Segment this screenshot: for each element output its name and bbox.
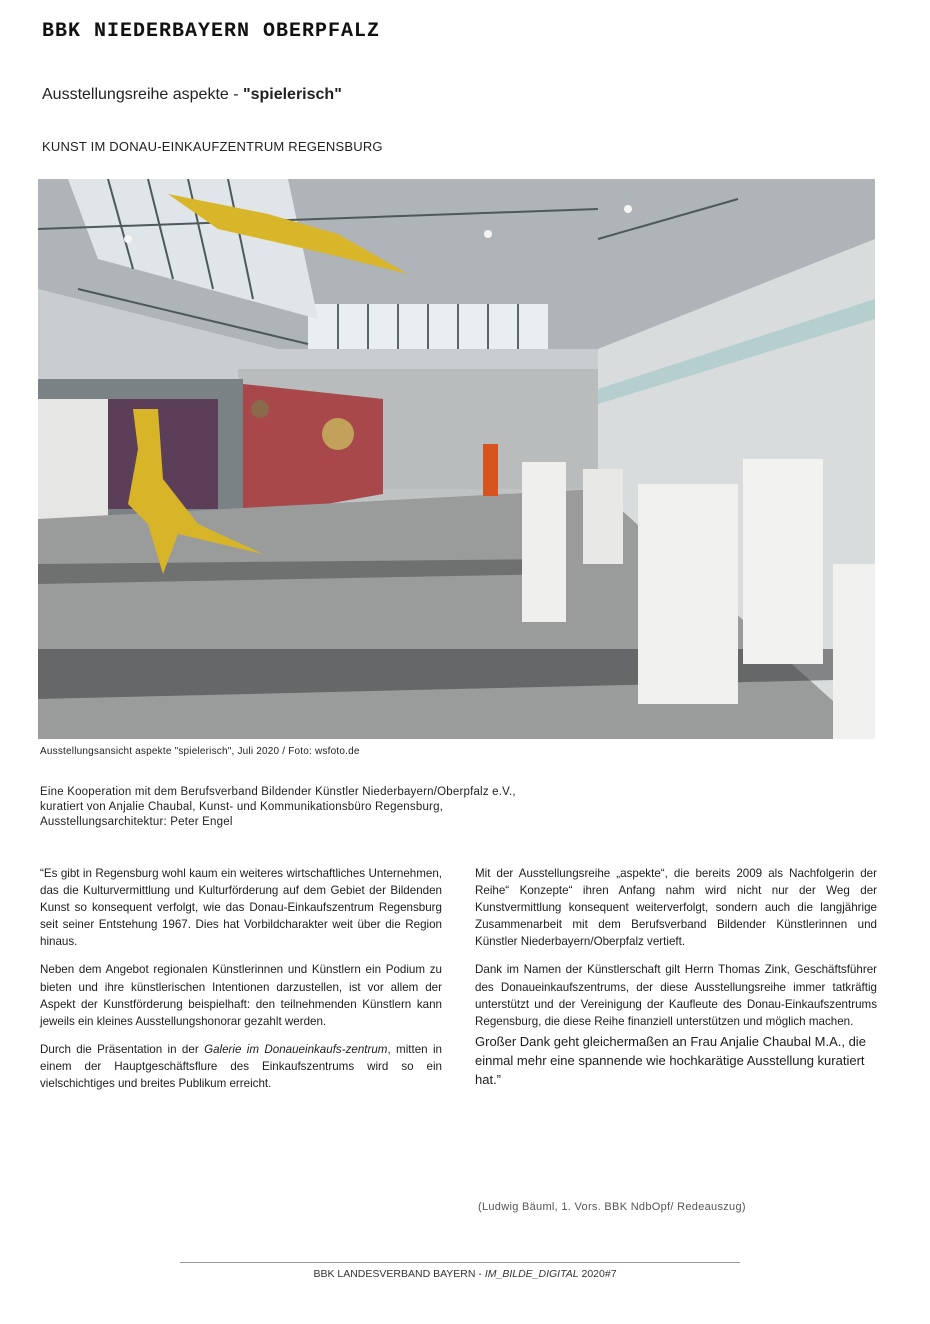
cooperation-line: Eine Kooperation mit dem Berufsverband Bildender Künstler Niederbayern/Oberpfalz e.V., [40, 786, 516, 798]
footer-publication: IM_BILDE_DIGITAL [484, 1268, 579, 1280]
paragraph-end: , mitten in einem der Hauptgeschäftsflure des Einkaufszentrums wird so ein vielschichtiges und breites Publikum erreicht. [40, 1042, 442, 1091]
right-text-column [475, 865, 877, 1089]
signature: (Ludwig Bäuml, 1. Vors. BBK NdbOpf/ Redeauszug) [478, 1201, 746, 1213]
footer-prefix: BBK LANDESVERBAND BAYERN - [313, 1268, 485, 1280]
subtitle-highlight: "spielerisch" [243, 86, 342, 103]
footer-divider [180, 1262, 740, 1263]
subtitle-prefix: Ausstellungsreihe aspekte - [42, 86, 243, 103]
cooperation-line: kuratiert von Anjalie Chaubal, Kunst- und Kommunikationsbüro Regensburg, [40, 801, 444, 813]
cooperation-note [40, 785, 516, 830]
photo-caption: Ausstellungsansicht aspekte "spielerisch", Juli 2020 / Foto: wsfoto.de [40, 746, 360, 757]
paragraph-start: Durch die Präsentation in der [40, 1042, 205, 1056]
paragraph: “Es gibt in Regensburg wohl kaum ein weiteres wirtschaftliches Unternehmen, das die Kulturvermittlung und Kulturförderung auf dem Gebiet der Bildenden Kunst so konsequent verfolgt, wie das Donau-Einkaufszentrum Regensburg seit seiner Entstehung 1967. Dies hat Vorbildcharakter weit über die Region hinaus. [40, 867, 442, 949]
gallery-name: Galerie im Donaueinkaufs-zentrum [204, 1042, 388, 1056]
left-text-column [40, 865, 442, 1103]
paragraph: Großer Dank geht gleichermaßen an Frau Anjalie Chaubal M.A., die einmal mehr eine spannende wie hochkarätige Ausstellung kuratiert hat.” [475, 1033, 866, 1087]
cooperation-line: Ausstellungsarchitektur: Peter Engel [40, 816, 233, 828]
paragraph: Neben dem Angebot regionalen Künstlerinnen und Künstlern ein Podium zu bieten und ihre künstlerischen Intentionen darzustellen, ist vor allem der Aspekt der Kunstförderung beispielhaft: den teilnehmenden Künstlern kann jeweils ein kleines Ausstellungshonorar gezahlt werden. [40, 963, 442, 1028]
exhibition-subtitle [42, 86, 342, 104]
page-title: BBK NIEDERBAYERN OBERPFALZ [42, 20, 381, 43]
footer-issue: 2020#7 [578, 1268, 617, 1280]
paragraph [40, 1041, 442, 1092]
venue-heading: KUNST IM DONAU-EINKAUFZENTRUM REGENSBURG [42, 139, 383, 154]
page-footer [0, 1268, 930, 1280]
paragraph: Mit der Ausstellungsreihe „aspekte“, die bereits 2009 als Nachfolgerin der Reihe“ Konzepte“ ihren Anfang nahm wird nicht nur der Weg der Kunstvermittlung konsequent weiterverfolgt, sondern auch die langjährige Zusammenarbeit mit dem Berufsverband Bildender Künstlerinnen und Künstler Niederbayern/Oberpfalz vertieft. [475, 867, 877, 949]
paragraph: Dank im Namen der Künstlerschaft gilt Herrn Thomas Zink, Geschäftsführer des Donaueinkaufszentrums, der diese Ausstellungsreihe immer tatkräftig unterstützt und der Vereinigung der Kaufleute des Donau-Einkaufszentrums Regensburg, die diese Reihe finanziell unterstützen und möglich machen. [475, 963, 877, 1028]
exhibition-photo [38, 179, 875, 739]
